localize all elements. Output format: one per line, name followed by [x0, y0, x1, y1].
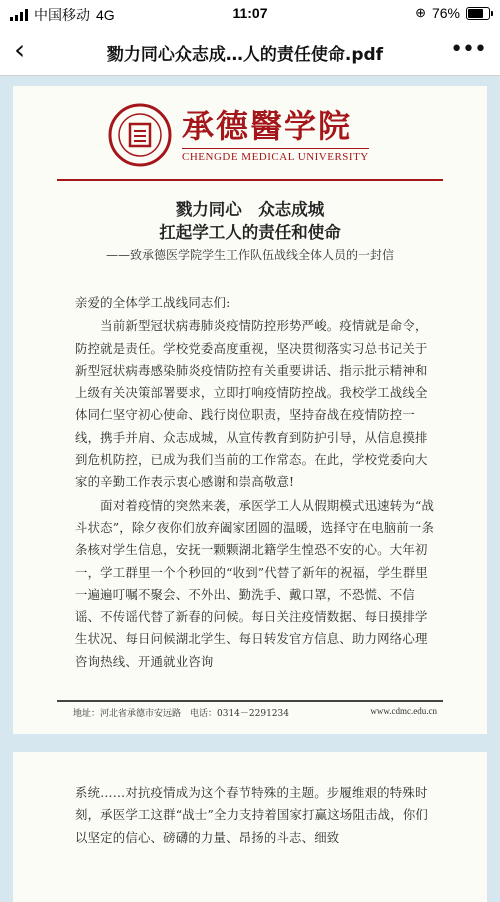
paragraph: 面对着疫情的突然来袭，承医学工人从假期模式迅速转为“战斗状态”，除夕夜你们放弃阖家团圆的温暖，选择守在电脑前一条条核对学生信息，安抚一颗颗湖北籍学生惶恐不安的心。大年初一，学工群里一个个秒回的“收到”代替了新年的祝福，学生群里一遍遍叮嘱不聚会、不外出、勤洗手、戴口罩，不恐慌、不信谣、不传谣代替了新春的问候。每日关注疫情数据、每日摸排学生状况、每日问候湖北学生、每日转发官方信息、助力网络心理咨询热线、开通就业咨询: [75, 497, 435, 669]
rotation-lock-icon: ⊕: [415, 5, 426, 20]
footer-divider: [57, 700, 443, 702]
university-name-cn: 承德醫学院: [182, 106, 353, 145]
paragraph: 系统……对抗疫情成为这个春节特殊的主题。步履维艰的特殊时刻，承医学工这群“战士”全力支持着国家打赢这场阻击战，你们以坚定的信心、磅礴的力量、昂扬的斗志、细致: [75, 785, 429, 845]
letter-body: [75, 292, 435, 673]
more-icon[interactable]: •••: [450, 37, 486, 62]
battery-percent: 76%: [431, 5, 460, 21]
pdf-page-1[interactable]: [13, 86, 487, 734]
letter-title-line2: 扛起学工人的责任和使命: [159, 223, 341, 242]
chevron-left-icon[interactable]: ‹: [14, 33, 26, 66]
battery-icon: [466, 7, 490, 20]
letter-title-line1: 戮力同心 众志成城: [175, 200, 325, 219]
paragraph: 当前新型冠状病毒肺炎疫情防控形势严峻。疫情就是命令，防控就是责任。学校党委高度重视，坚决贯彻落实习总书记关于新型冠状病毒感染肺炎疫情防控有关重要讲话、指示批示精神和上级有关决策部署要求，立即打响疫情防控战。我校学工战线全体同仁坚守初心使命、践行岗位职责，坚持奋战在疫情防控一线，携手并肩、众志成城，从宣传教育到防护引导，从信息摸排到危机防控，已成为我们当前的工作常态。在此，学校党委向大家的辛勤工作表示衷心感谢和崇高敬意!: [75, 318, 428, 490]
salutation: 亲爱的全体学工战线同志们:: [75, 295, 231, 310]
header-divider: [57, 179, 443, 181]
document-title: 勠力同心众志成…人的责任使命.pdf: [106, 45, 384, 65]
carrier-label: 中国移动: [34, 7, 90, 23]
status-bar: [0, 0, 500, 27]
letter-body-continued: [75, 782, 435, 849]
university-name-en: CHENGDE MEDICAL UNIVERSITY: [182, 148, 369, 163]
letter-subtitle: ——致承德医学院学生工作队伍战线全体人员的一封信: [105, 248, 394, 262]
title-bar: [0, 27, 500, 76]
clock: 11:07: [232, 5, 268, 21]
footer-website: www.cdmc.edu.cn: [370, 706, 437, 716]
university-seal-icon: [108, 103, 172, 167]
network-label: 4G: [96, 7, 115, 23]
footer-address: 地址：河北省承德市安远路 电话：0314－2291234: [73, 709, 289, 719]
pdf-page-2[interactable]: [13, 752, 487, 902]
letterhead: [108, 100, 369, 170]
